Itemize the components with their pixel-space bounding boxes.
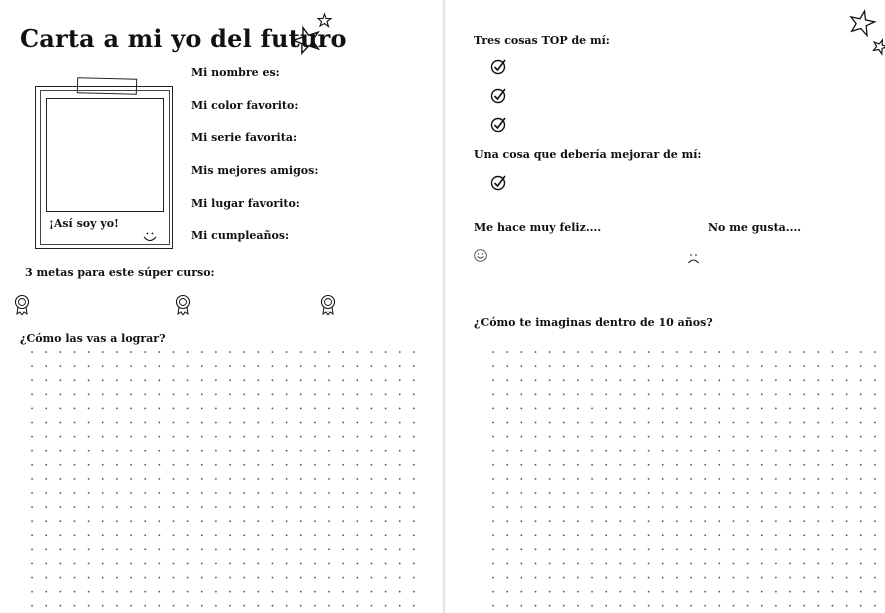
field-friends: Mis mejores amigos:	[191, 164, 319, 177]
dot-grid-right[interactable]	[486, 345, 878, 611]
dot-grid-left[interactable]	[25, 345, 417, 611]
smiley-icon	[143, 229, 157, 248]
field-name: Mi nombre es:	[191, 66, 280, 79]
award-ribbon-icon	[14, 294, 30, 320]
dislike-label: No me gusta....	[708, 221, 802, 234]
check-circle-icon	[490, 87, 507, 108]
goals-heading: 3 metas para este súper curso:	[25, 266, 215, 279]
star-icon	[848, 9, 876, 41]
sad-face-icon	[687, 249, 700, 268]
check-circle-icon	[490, 58, 507, 79]
star-icon	[872, 39, 885, 58]
photo-caption: ¡Así soy yo!	[49, 217, 119, 230]
how-heading: ¿Cómo las vas a lograr?	[20, 332, 166, 345]
award-ribbon-icon	[175, 294, 191, 320]
field-series: Mi serie favorita:	[191, 131, 298, 144]
award-ribbon-icon	[320, 294, 336, 320]
star-icon	[317, 13, 332, 32]
future-heading: ¿Cómo te imaginas dentro de 10 años?	[474, 316, 713, 329]
happy-label: Me hace muy feliz....	[474, 221, 602, 234]
page-title: Carta a mi yo del futuro	[20, 24, 347, 53]
check-circle-icon	[490, 116, 507, 137]
check-circle-icon	[490, 174, 507, 195]
photo-area	[46, 98, 164, 212]
field-color: Mi color favorito:	[191, 99, 299, 112]
right-page	[446, 0, 885, 613]
smiley-icon	[474, 247, 487, 266]
top-things-heading: Tres cosas TOP de mí:	[474, 34, 610, 47]
improve-heading: Una cosa que debería mejorar de mí:	[474, 148, 702, 161]
field-place: Mi lugar favorito:	[191, 197, 300, 210]
field-birthday: Mi cumpleaños:	[191, 229, 290, 242]
